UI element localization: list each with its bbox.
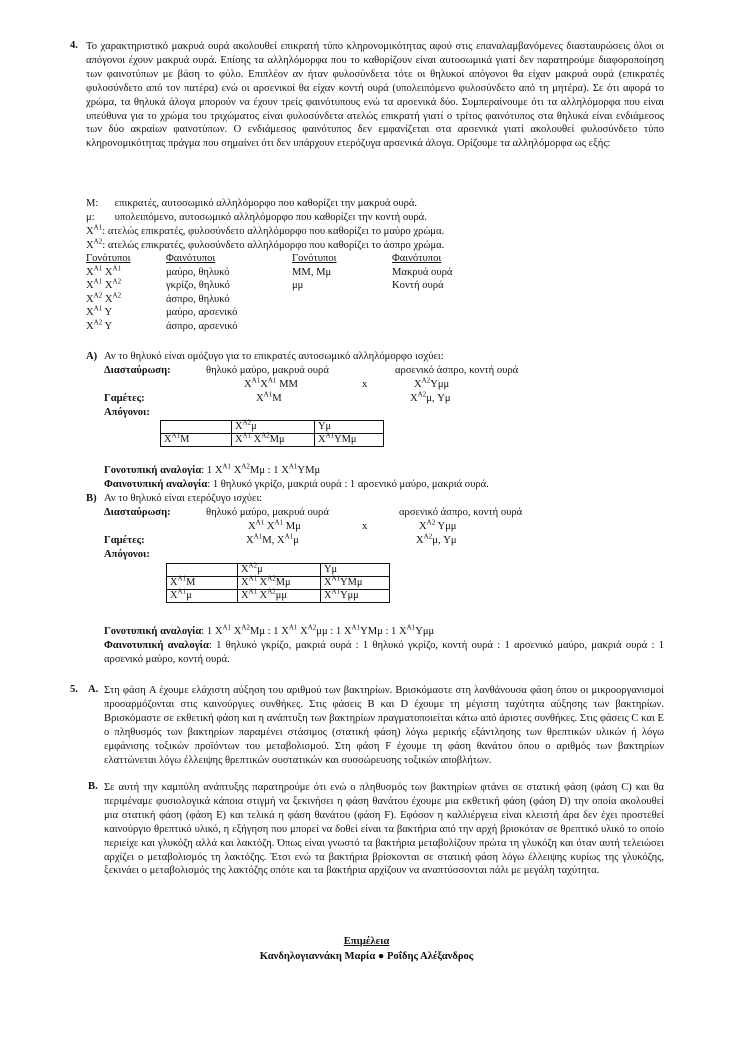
- phenotype-ratio-b: Φαινοτυπική αναλογία: 1 θηλυκό γκρίζο, μακριά ουρά : 1 θηλυκό γκρίζο, κοντή ουρά : 1 αρσενικό μαύρο, μακριά ουρά : 1 αρσενικό μαύρο, κοντή ουρά.: [104, 640, 664, 665]
- table-row: $X^{A1}M$ $X^{A1}$ $X^{A2}M\mu$ $X^{A1}YM\mu$: [167, 577, 390, 590]
- question-5-number: 5.: [70, 684, 78, 695]
- question-5b-label: B.: [88, 781, 98, 792]
- allele-definitions: [86, 197, 444, 253]
- male-gametes: $X^{A2}\mu$, Yμ: [410, 390, 451, 404]
- offspring-label: Απόγονοι:: [104, 549, 150, 560]
- male-genotype: $X^{A2}$ Yμμ: [419, 518, 457, 532]
- male-description: αρσενικό άσπρο, κοντή ουρά: [395, 365, 519, 376]
- editors-names: Κανδηλογιαννάκη Μαρία ● Ροΐδης Αλέξανδρος: [259, 951, 474, 962]
- header-genotypes: Γονότυποι: [86, 253, 131, 264]
- case-a-label: A): [86, 351, 98, 362]
- table-row: $X^{A1}\mu$ $X^{A1}$ $X^{A2}\mu\mu$ $X^{A1}Y\mu\mu$: [167, 590, 390, 603]
- header-phenotypes: Φαινότυποι: [166, 253, 216, 264]
- question-4-number: 4.: [70, 40, 78, 51]
- definition-row: $X^{A1}$: ατελώς επικρατές, φυλοσύνδετο αλληλόμορφο που καθορίζει το μαύρο χρώμα.: [86, 223, 445, 237]
- phenotype-ratio-a: Φαινοτυπική αναλογία: 1 θηλυκό γκρίζο, μακριά ουρά : 1 αρσενικό μαύρο, μακριά ουρά.: [104, 479, 489, 490]
- question-5b-text: Σε αυτή την καμπύλη ανάπτυξης παρατηρούμε ότι ενώ ο πληθυσμός των βακτηρίων φτάνει σε στατική φάση (φάση C) και θα περιμέναμε φυσιολογικά κάποια στιγμή να ξεκινήσει η φάση θανάτου έχουμε μια εκθετική φάση (φάση D) την οποία ακολουθεί μια στατική φάση (φάση E) και τελικά η φάση θανάτου (φάση F). Εφόσον η καλλιέργεια είναι κλειστή άρα δεν έχει προστεθεί καινούργιο θρεπτικό υλικό, η εξήγηση που μπορεί να δοθεί είναι τα βακτήρια από την αρχή βρισκόταν σε θρεπτικό υλικό το οποίο περιείχε και γλυκόζη αλλά και λακτόζη. Όπως είναι γνωστό τα βακτήρια μεταβολίζουν πρώτα τη γλυκόζη και όταν αυτή τελειώσει αρχίζει ο μεταβολισμός τη λακτόζης. Έτσι ενώ τα βακτήρια βρίσκονται σε στατική φάση λόγω έλλειψης κυρίως της γλυκόζης, ξεκινάει ο μεταβολισμός της λακτόζης οπότε και τα βακτήρια αρχίζουν να αναπτύσσονται πάλι με μεγάλη ταχύτητα.: [104, 782, 664, 877]
- table-row: $X^{A1}M$ $X^{A1}$ $X^{A2}M\mu$ $X^{A1}YM\mu$: [161, 434, 384, 447]
- definition-row: μ: υπολειπόμενο, αυτοσωμικό αλληλόμορφο που καθορίζει την κοντή ουρά.: [86, 211, 427, 223]
- female-gametes: $X^{A1}M$: [256, 390, 282, 404]
- cross-label: Διασταύρωση:: [104, 507, 171, 518]
- question-4-intro: Το χαρακτηριστικό μακρυά ουρά ακολουθεί επικρατή τύπο κληρονομικότητας αφού στις επαναλαμβανόμενες διασταυρώσεις όλοι οι απόγονοι έχουν μακρυά ουρά. Επίσης τα αλληλόμορφα που το καθορίζουν είναι αυτοσωμικά γιατί δεν παρατηρούμε διαφοροποίηση των φαινοτύπων με βάση το φύλο. Επιπλέον αν ήταν φυλοσύνδετα τότε οι θηλυκοί απόγονοι θα είχαν μακρυά ουρά (επικρατές φυλοσύνδετο από τον πατέρα) ενώ οι αρσενικοί θα είχαν κοντή ουρά (υπολειπόμενο φυλοσύνδετο από τη μητέρα). Σε ότι αφορά το χρώμα, τα θηλυκά άλογα μπορούν να έχουν τρείς φαινότυπους ενώ τα αρσενικά δύο. Συμπεραίνουμε ότι τα αλληλόμορφα που είναι υπεύθυνα για το χρώμα του τριχώματος είναι φυλοσύνδετα ατελώς επικρατή γιατί ο τρίτος φαινότυπος στα θηλυκά είναι ενδιάμεσος των δύο ακραίων φαινοτύπων. Ο ενδιάμεσος φαινότυπος δεν εμφανίζεται στα αρσενικά γιατί ακολουθεί φυλοσύνδετο τύπο κληρονομικότητας πράγμα που σημαίνει ότι δεν υπάρχουν ετερόζυγα αρσενικά άλογα. Ορίζουμε τα αλληλόμορφα ως εξής:: [86, 41, 664, 150]
- case-a-title: Αν το θηλυκό είναι ομόζυγο για το επικρατές αυτοσωμικό αλληλόμορφο ισχύει:: [104, 351, 444, 362]
- table-row: $X^{A1}$ $X^{A2}$ γκρίζο, θηλυκό μμ Κοντή ουρά: [86, 277, 444, 292]
- table-row: $X^{A2}\mu$ Yμ: [167, 564, 390, 577]
- genotype-ratio-a: Γονοτυπική αναλογία: 1 $X^{A1}$ $X^{A2}M\mu$ : 1 $X^{A1}YM\mu$: [104, 462, 321, 476]
- punnett-square-a: [160, 420, 384, 447]
- gametes-label: Γαμέτες:: [104, 535, 145, 546]
- male-genotype: $X^{A2}Y\mu\mu$: [414, 376, 450, 390]
- gametes-label: Γαμέτες:: [104, 393, 145, 404]
- punnett-square-b: [166, 563, 390, 603]
- question-5a-text: Στη φάση A έχουμε ελάχιστη αύξηση του αριθμού των βακτηρίων. Βρισκόμαστε στη λανθάνουσα φάση όπου οι μικροοργανισμοί προσαρμόζονται στις καινούργιες συνθήκες. Στις φάσεις B και D έχουμε τη μέγιστη ταχύτητα αύξησης των βακτηρίων. Βρισκόμαστε σε εκθετική φάση και η ανάπτυξη των βακτηρίων πραγματοποιείται κάτω από άριστες συνθήκες. Στις φάσεις C και E ο πληθυσμός των βακτηρίων παραμένει στάσιμος (στατική φάση) λόγω μερικής εξάντλησης των θρεπτικών υλικών ή λόγω εμφάνισης τοξικών προϊόντων του μεταβολισμού. Στη φάση F έχουμε τη φάση θανάτου όπου ο αριθμός των βακτηρίων ελαττώνεται λόγω έλλειψης θρεπτικών συστατικών και συσσώρευσης τοξικών αποβλήτων.: [104, 685, 664, 766]
- header-genotypes: Γονότυποι: [292, 253, 337, 264]
- female-genotype: $X^{A1}$ $X^{A1}$ Mμ: [248, 518, 301, 532]
- header-phenotypes: Φαινότυποι: [392, 253, 442, 264]
- genotype-ratio-b: Γονοτυπική αναλογία: 1 $X^{A1}$ $X^{A2}M\mu$ : 1 $X^{A1}$ $X^{A2}\mu\mu$ : 1 $X^{A1}YM\mu$ : 1 $X^{A1}Y\mu\mu$: [104, 623, 435, 637]
- cross-sign: x: [362, 521, 368, 532]
- table-row: $X^{A1}$ $X^{A1}$ μαύρο, θηλυκό MM, Mμ Μακρυά ουρά: [86, 264, 453, 278]
- cross-label: Διασταύρωση:: [104, 365, 171, 376]
- table-row: $X^{A1}$ Y μαύρο, αρσενικό: [86, 304, 238, 319]
- question-5a-label: A.: [88, 684, 99, 695]
- offspring-label: Απόγονοι:: [104, 407, 150, 418]
- table-header-row: [86, 252, 502, 266]
- male-gametes: $X^{A2}\mu$, Yμ: [416, 532, 457, 546]
- female-description: θηλυκό μαύρο, μακρυά ουρά: [206, 365, 329, 376]
- table-row: $X^{A2}\mu$ Yμ: [161, 421, 384, 434]
- case-b-title: Αν το θηλυκό είναι ετερόζυγο ισχύει:: [104, 493, 263, 504]
- genotype-phenotype-table: [86, 252, 502, 334]
- cross-sign: x: [362, 379, 368, 390]
- definition-row: $X^{A2}$: ατελώς επικρατές, φυλοσύνδετο αλληλόμορφο που καθορίζει το άσπρο χρώμα.: [86, 237, 445, 251]
- table-row: $X^{A2}$ Y άσπρο, αρσενικό: [86, 318, 238, 332]
- table-row: $X^{A2}$ $X^{A2}$ άσπρο, θηλυκό: [86, 291, 230, 305]
- female-gametes: $X^{A1}M$, $X^{A1}\mu$: [246, 532, 299, 546]
- female-description: θηλυκό μαύρο, μακρυά ουρά: [206, 507, 329, 518]
- female-genotype: $X^{A1}X^{A1}$ MM: [244, 376, 298, 390]
- editors-title: Επιμέλεια: [343, 936, 390, 947]
- case-b-label: B): [86, 493, 97, 504]
- definition-row: M: επικρατές, αυτοσωμικό αλληλόμορφο που καθορίζει την μακρυά ουρά.: [86, 198, 418, 209]
- male-description: αρσενικό άσπρο, κοντή ουρά: [399, 507, 523, 518]
